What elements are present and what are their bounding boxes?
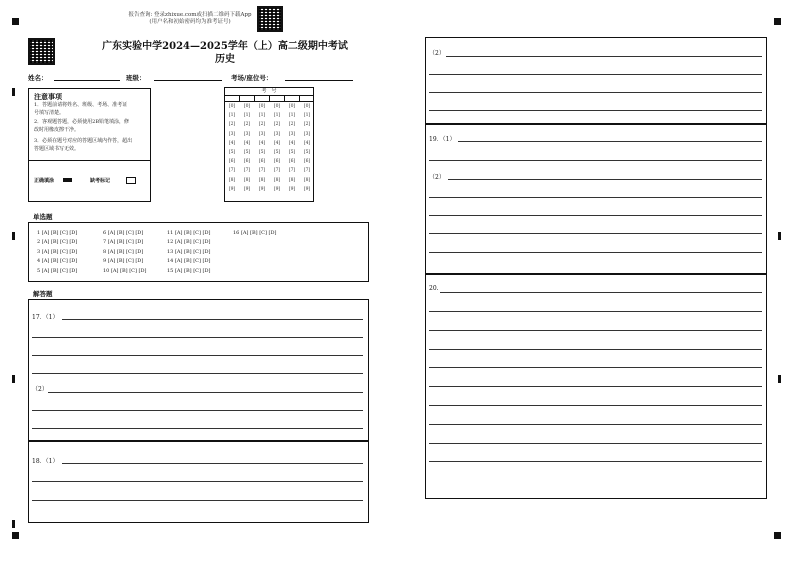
answer-line[interactable] bbox=[62, 463, 363, 464]
corner-mark-bottom-right bbox=[774, 532, 781, 539]
class-label: 班级： bbox=[126, 74, 146, 82]
exam-id-bubble[interactable]: [5] bbox=[273, 150, 281, 155]
notice-item: 3．必须在题号对应的答题区域内作答，超出 bbox=[34, 138, 133, 144]
exam-title: 广东实验中学2024—2025学年（上）高二级期中考试 bbox=[102, 41, 348, 52]
seat-input-line[interactable] bbox=[285, 80, 353, 81]
exam-id-bubble[interactable]: [5] bbox=[228, 150, 236, 155]
exam-id-bubble[interactable]: [4] bbox=[243, 140, 251, 146]
question-17-2-label: （2） bbox=[32, 386, 48, 393]
correct-fill-label: 正确填涂 bbox=[34, 178, 55, 184]
choice-question-option[interactable]: 15 [A] [B] [C] [D] bbox=[167, 267, 211, 274]
exam-id-bubble[interactable]: [3] bbox=[273, 131, 281, 137]
absent-mark-box[interactable] bbox=[126, 177, 136, 184]
answer-line[interactable] bbox=[458, 141, 762, 142]
exam-id-bubble[interactable]: [0] bbox=[303, 104, 311, 109]
exam-id-write-cell[interactable] bbox=[225, 95, 240, 102]
exam-id-bubble[interactable]: [7] bbox=[258, 168, 266, 174]
name-input-line[interactable] bbox=[54, 80, 120, 81]
answer-line[interactable] bbox=[429, 461, 762, 462]
exam-id-bubble[interactable]: [8] bbox=[258, 177, 266, 183]
exam-id-bubble[interactable]: [8] bbox=[273, 177, 281, 183]
answer-line[interactable] bbox=[32, 500, 363, 501]
exam-id-bubble[interactable]: [0] bbox=[288, 104, 296, 109]
seat-label: 考场/座位号： bbox=[231, 74, 273, 82]
exam-id-bubble[interactable]: [8] bbox=[228, 177, 236, 183]
exam-id-bubble[interactable]: [1] bbox=[243, 113, 251, 119]
notice-item: 号填写清楚。 bbox=[34, 110, 65, 116]
answer-line[interactable] bbox=[429, 330, 762, 331]
exam-id-bubble[interactable]: [6] bbox=[243, 159, 251, 165]
answer-line[interactable] bbox=[62, 319, 363, 320]
exam-id-bubble[interactable]: [7] bbox=[288, 168, 296, 174]
exam-id-bubble[interactable]: [8] bbox=[243, 177, 251, 183]
choice-question-option[interactable]: 10 [A] [B] [C] [D] bbox=[103, 267, 147, 274]
side-mark bbox=[12, 520, 15, 528]
exam-id-bubble[interactable]: [4] bbox=[303, 140, 311, 146]
side-mark bbox=[12, 232, 15, 240]
answer-line[interactable] bbox=[429, 160, 762, 161]
exam-id-write-cell[interactable] bbox=[285, 95, 300, 102]
exam-id-bubble[interactable]: [2] bbox=[288, 122, 296, 128]
answer-line[interactable] bbox=[429, 349, 762, 350]
exam-id-bubble[interactable]: [0] bbox=[258, 104, 266, 109]
notice-item: 1．答题前请将姓名、班级、考场、准考证 bbox=[34, 102, 128, 108]
answer-line[interactable] bbox=[48, 392, 363, 393]
exam-id-bubble[interactable]: [1] bbox=[303, 113, 311, 119]
name-label: 姓名： bbox=[28, 74, 48, 82]
answer-line[interactable] bbox=[446, 56, 762, 57]
exam-id-write-cell[interactable] bbox=[300, 95, 314, 102]
side-mark bbox=[12, 88, 15, 96]
exam-id-bubble[interactable]: [9] bbox=[228, 186, 236, 192]
answer-line[interactable] bbox=[429, 110, 762, 111]
answer-line[interactable] bbox=[429, 215, 762, 216]
exam-id-bubble[interactable]: [6] bbox=[288, 159, 296, 165]
exam-subject: 历史 bbox=[215, 54, 235, 65]
class-input-line[interactable] bbox=[154, 80, 222, 81]
notice-item: 改时用橡皮擦干净。 bbox=[34, 127, 80, 133]
exam-id-bubble[interactable]: [4] bbox=[288, 140, 296, 146]
choice-question-option[interactable]: 12 [A] [B] [C] [D] bbox=[167, 239, 211, 246]
note-line-2: (用户名和初始密码均为准考证号) bbox=[149, 19, 231, 25]
exam-id-bubble[interactable]: [5] bbox=[303, 150, 311, 155]
exam-id-bubble[interactable]: [0] bbox=[228, 104, 236, 109]
choice-question-option[interactable]: 7 [A] [B] [C] [D] bbox=[103, 239, 144, 246]
exam-id-bubble[interactable]: [1] bbox=[288, 113, 296, 119]
corner-mark-top-left bbox=[12, 18, 19, 25]
exam-id-bubble[interactable]: [4] bbox=[258, 140, 266, 146]
answer-line[interactable] bbox=[429, 367, 762, 368]
exam-id-bubble[interactable]: [2] bbox=[258, 122, 266, 128]
answer-line[interactable] bbox=[32, 410, 363, 411]
answer-line[interactable] bbox=[448, 179, 762, 180]
exam-id-bubble[interactable]: [9] bbox=[288, 186, 296, 192]
answer-line[interactable] bbox=[429, 311, 762, 312]
choice-question-option[interactable]: 3 [A] [B] [C] [D] bbox=[37, 248, 78, 255]
question-18-1-label: 18．（1） bbox=[32, 458, 59, 465]
absent-mark-label: 缺考标记 bbox=[90, 178, 111, 184]
answer-line[interactable] bbox=[429, 233, 762, 234]
answer-section-heading: 解答题 bbox=[33, 290, 53, 298]
choice-question-option[interactable]: 4 [A] [B] [C] [D] bbox=[37, 258, 78, 265]
answer-line[interactable] bbox=[429, 386, 762, 387]
exam-id-bubble[interactable]: [7] bbox=[228, 168, 236, 174]
exam-id-header: 考 号 bbox=[225, 88, 313, 96]
answer-line[interactable] bbox=[32, 428, 363, 429]
answer-line[interactable] bbox=[429, 405, 762, 406]
exam-id-bubble[interactable]: [2] bbox=[243, 122, 251, 128]
exam-id-bubble[interactable]: [3] bbox=[288, 131, 296, 137]
notice-item: 2．客观题答题，必须使用2B铅笔填涂，修 bbox=[34, 119, 130, 125]
answer-line[interactable] bbox=[429, 252, 762, 253]
exam-id-bubble[interactable]: [5] bbox=[243, 150, 251, 155]
report-note-2 bbox=[100, 19, 280, 26]
exam-id-grid bbox=[224, 87, 314, 202]
qr-code-left bbox=[28, 38, 55, 65]
exam-id-bubble[interactable]: [0] bbox=[243, 104, 251, 109]
choice-question-option[interactable]: 2 [A] [B] [C] [D] bbox=[37, 239, 78, 246]
side-mark bbox=[12, 375, 15, 383]
exam-id-bubble[interactable]: [7] bbox=[243, 168, 251, 174]
answer-line[interactable] bbox=[32, 481, 363, 482]
choice-question-option[interactable]: 5 [A] [B] [C] [D] bbox=[37, 267, 78, 274]
choice-question-option[interactable]: 8 [A] [B] [C] [D] bbox=[103, 248, 144, 255]
choice-question-option[interactable]: 16 [A] [B] [C] [D] bbox=[233, 230, 277, 236]
exam-id-bubble[interactable]: [6] bbox=[258, 159, 266, 165]
exam-id-bubble[interactable]: [9] bbox=[243, 186, 251, 192]
notice-item: 答题区域书写无效。 bbox=[34, 146, 80, 152]
exam-id-bubble[interactable]: [2] bbox=[303, 122, 311, 128]
answer-line[interactable] bbox=[429, 424, 762, 425]
side-mark bbox=[778, 232, 781, 240]
notice-title: 注意事项 bbox=[34, 92, 62, 101]
exam-id-bubble[interactable]: [7] bbox=[273, 168, 281, 174]
answer-line[interactable] bbox=[429, 443, 762, 444]
corner-mark-bottom-left bbox=[12, 532, 19, 539]
exam-id-bubble[interactable]: [3] bbox=[243, 131, 251, 137]
exam-id-bubble[interactable]: [4] bbox=[273, 140, 281, 146]
exam-id-bubble[interactable]: [8] bbox=[288, 177, 296, 183]
question-18-2-label: （2） bbox=[429, 50, 445, 57]
answer-box-18 bbox=[28, 441, 369, 523]
exam-id-bubble[interactable]: [5] bbox=[288, 150, 296, 155]
exam-id-bubble[interactable]: [6] bbox=[273, 159, 281, 165]
exam-id-bubble[interactable]: [9] bbox=[273, 186, 281, 192]
answer-line[interactable] bbox=[32, 355, 363, 356]
exam-id-bubble[interactable]: [6] bbox=[228, 159, 236, 165]
question-17-1-label: 17．（1） bbox=[32, 314, 59, 321]
exam-id-bubble[interactable]: [7] bbox=[303, 168, 311, 174]
exam-id-bubble[interactable]: [4] bbox=[228, 140, 236, 146]
choice-question-option[interactable]: 6 [A] [B] [C] [D] bbox=[103, 230, 144, 236]
question-19-2-label: （2） bbox=[429, 174, 445, 181]
note-line-1: 报告查询: 登录zhixue.com或扫描二维码下载App bbox=[128, 12, 252, 18]
answer-line[interactable] bbox=[32, 337, 363, 338]
answer-line[interactable] bbox=[440, 292, 762, 293]
exam-id-bubble[interactable]: [3] bbox=[258, 131, 266, 137]
answer-line[interactable] bbox=[429, 74, 762, 75]
choice-question-option[interactable]: 14 [A] [B] [C] [D] bbox=[167, 258, 211, 265]
exam-id-bubble[interactable]: [9] bbox=[303, 186, 311, 192]
notice-divider bbox=[28, 160, 151, 161]
exam-id-bubble[interactable]: [1] bbox=[258, 113, 266, 119]
exam-id-bubble[interactable]: [2] bbox=[228, 122, 236, 128]
qr-code-top bbox=[257, 6, 283, 32]
answer-line[interactable] bbox=[429, 197, 762, 198]
exam-id-bubble[interactable]: [0] bbox=[273, 104, 281, 109]
exam-id-write-cell[interactable] bbox=[240, 95, 255, 102]
exam-id-bubble[interactable]: [3] bbox=[228, 131, 236, 137]
question-20-label: 20. bbox=[429, 285, 439, 292]
exam-id-write-cell[interactable] bbox=[255, 95, 270, 102]
answer-box-17 bbox=[28, 299, 369, 441]
question-19-1-label: 19．（1） bbox=[429, 136, 456, 143]
correct-fill-sample bbox=[63, 178, 72, 182]
exam-id-bubble[interactable]: [9] bbox=[258, 186, 266, 192]
exam-id-bubble[interactable]: [1] bbox=[273, 113, 281, 119]
choice-question-option[interactable]: 11 [A] [B] [C] [D] bbox=[167, 230, 211, 236]
corner-mark-top-right bbox=[774, 18, 781, 25]
exam-id-bubble[interactable]: [5] bbox=[258, 150, 266, 155]
choice-question-option[interactable]: 13 [A] [B] [C] [D] bbox=[167, 248, 211, 255]
answer-line[interactable] bbox=[32, 373, 363, 374]
report-note bbox=[100, 12, 280, 19]
exam-id-write-cell[interactable] bbox=[270, 95, 285, 102]
exam-id-bubble[interactable]: [8] bbox=[303, 177, 311, 183]
choice-question-option[interactable]: 1 [A] [B] [C] [D] bbox=[37, 230, 78, 236]
side-mark bbox=[778, 375, 781, 383]
exam-id-bubble[interactable]: [6] bbox=[303, 159, 311, 165]
exam-id-bubble[interactable]: [1] bbox=[228, 113, 236, 119]
exam-id-bubble[interactable]: [3] bbox=[303, 131, 311, 137]
exam-id-bubble[interactable]: [2] bbox=[273, 122, 281, 128]
single-choice-heading: 单选题 bbox=[33, 213, 53, 221]
choice-question-option[interactable]: 9 [A] [B] [C] [D] bbox=[103, 258, 144, 265]
answer-line[interactable] bbox=[429, 92, 762, 93]
